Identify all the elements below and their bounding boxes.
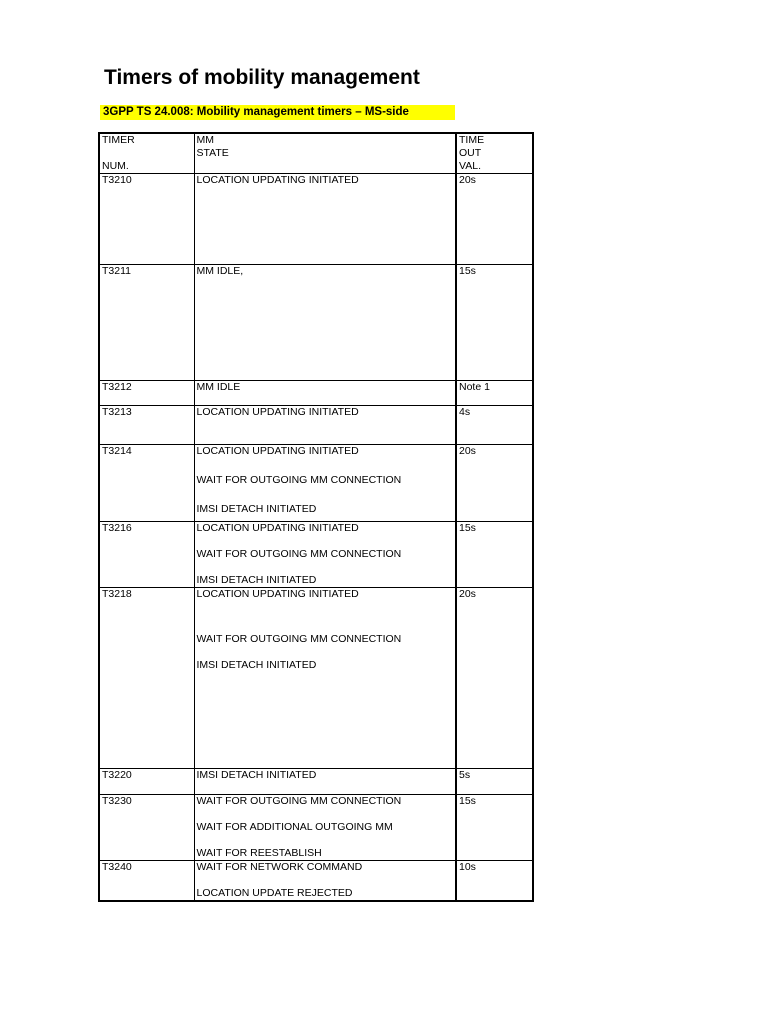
state-cell: WAIT FOR OUTGOING MM CONNECTION WAIT FOR ADDITIONAL OUTGOING MM WAIT FOR REESTABLISH <box>194 795 456 861</box>
table-row <box>99 795 533 861</box>
timeout-cell: 20s <box>456 174 533 265</box>
state-cell: LOCATION UPDATING INITIATED WAIT FOR OUTGOING MM CONNECTION IMSI DETACH INITIATED <box>194 445 456 522</box>
state-cell: WAIT FOR NETWORK COMMAND LOCATION UPDATE REJECTED <box>194 861 456 902</box>
section-subtitle: 3GPP TS 24.008: Mobility management timers – MS-side <box>100 105 455 120</box>
state-cell: LOCATION UPDATING INITIATED WAIT FOR OUTGOING MM CONNECTION IMSI DETACH INITIATED <box>194 522 456 588</box>
table-row <box>99 861 533 902</box>
timer-cell: T3240 <box>99 861 194 902</box>
header-timer: TIMER NUM. <box>99 133 194 174</box>
timeout-cell: 5s <box>456 769 533 795</box>
table-row <box>99 445 533 522</box>
timers-table <box>98 132 534 902</box>
timeout-cell: 10s <box>456 861 533 902</box>
table-row <box>99 174 533 265</box>
table-row <box>99 522 533 588</box>
header-timeout: TIME OUT VAL. <box>456 133 533 174</box>
timer-cell: T3213 <box>99 406 194 445</box>
timer-cell: T3220 <box>99 769 194 795</box>
timer-cell: T3210 <box>99 174 194 265</box>
timer-cell: T3218 <box>99 588 194 769</box>
timeout-cell: 4s <box>456 406 533 445</box>
timeout-cell: 20s <box>456 445 533 522</box>
table-header-row <box>99 133 533 174</box>
timer-cell: T3214 <box>99 445 194 522</box>
table-row <box>99 265 533 381</box>
state-cell: LOCATION UPDATING INITIATED WAIT FOR OUTGOING MM CONNECTION IMSI DETACH INITIATED <box>194 588 456 769</box>
state-cell: MM IDLE <box>194 381 456 406</box>
timer-cell: T3230 <box>99 795 194 861</box>
timeout-cell: 15s <box>456 522 533 588</box>
state-cell: LOCATION UPDATING INITIATED <box>194 406 456 445</box>
timeout-cell: Note 1 <box>456 381 533 406</box>
header-state: MM STATE <box>194 133 456 174</box>
table-row <box>99 769 533 795</box>
timer-cell: T3211 <box>99 265 194 381</box>
timeout-cell: 15s <box>456 265 533 381</box>
table-row <box>99 588 533 769</box>
state-cell: MM IDLE, <box>194 265 456 381</box>
table-row <box>99 381 533 406</box>
state-cell: IMSI DETACH INITIATED <box>194 769 456 795</box>
state-cell: LOCATION UPDATING INITIATED <box>194 174 456 265</box>
table-row <box>99 406 533 445</box>
timeout-cell: 20s <box>456 588 533 769</box>
page-title: Timers of mobility management <box>104 66 420 89</box>
timeout-cell: 15s <box>456 795 533 861</box>
timer-cell: T3212 <box>99 381 194 406</box>
timer-cell: T3216 <box>99 522 194 588</box>
